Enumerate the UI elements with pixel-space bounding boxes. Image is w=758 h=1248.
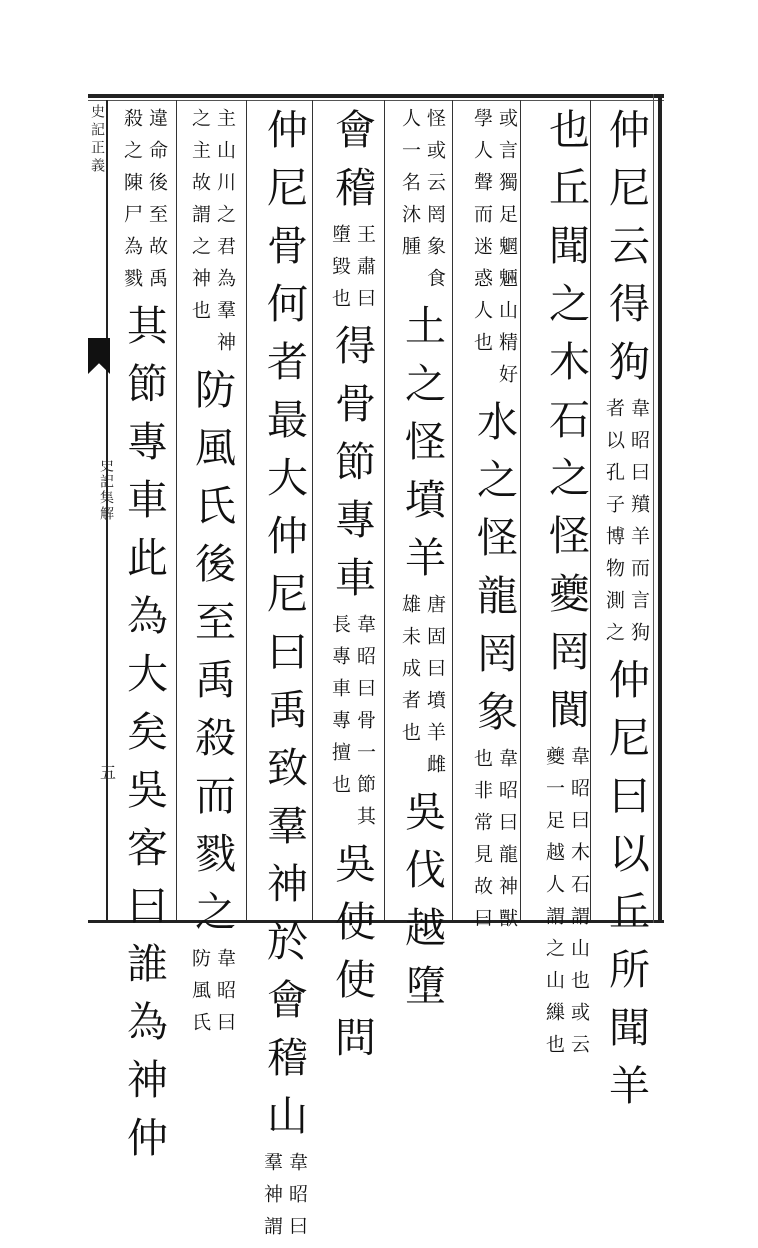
commentary-note [540,746,592,1066]
column-rule [176,100,177,920]
commentary-note [600,398,652,654]
text-column [468,108,520,940]
commentary-line: 或言獨足魍魎山精好 [496,108,518,396]
text-column [540,108,592,1066]
column-rule [452,100,453,920]
frame-right-inner-border [653,94,654,923]
commentary-note [186,108,238,364]
commentary-line: 違命後至故禹 [146,108,168,300]
main-text: 會稽 [328,108,376,224]
commentary-line: 人一名沐腫 [399,108,421,268]
commentary-note [186,948,238,1044]
text-column [258,108,310,1248]
commentary-line: 防風氏 [189,948,211,1044]
main-text: 也丘聞之木石之怪夔罔閬 [542,108,590,746]
folio-number: 五 [100,763,117,782]
commentary-line: 之主故謂之神也 [189,108,211,332]
main-text: 水之怪龍罔象 [470,400,518,748]
commentary-line: 也非常見故曰 [471,748,493,940]
main-text: 仲尼曰以丘所聞羊 [602,658,650,1122]
commentary-line: 夔一足越人謂之山繅也 [543,746,565,1066]
commentary-note [326,224,378,320]
commentary-line: 唐固曰墳羊雌 [424,594,446,786]
commentary-line: 殺之陳尸為戮 [121,108,143,300]
main-text: 其節專車此為大矣吳客曰誰為神仲 [120,304,168,1174]
commentary-note [118,108,170,300]
commentary-note [326,614,378,838]
spine-title: 史記正義 [89,104,105,176]
commentary-line: 韋昭曰木石謂山也或云 [568,746,590,1066]
frame-right-border [658,94,662,923]
book-title: 史記集解 [98,458,114,522]
commentary-line: 韋昭曰龍神獸 [496,748,518,940]
text-column [600,108,652,1122]
main-text: 土之怪墳羊 [398,304,446,594]
commentary-note [468,748,520,940]
main-text: 仲尼骨何者最大仲尼曰禹致羣神於會稽山 [260,108,308,1152]
commentary-line: 者以孔子博物測之 [603,398,625,654]
column-rule [246,100,247,920]
main-text: 仲尼云得狗 [602,108,650,398]
commentary-line: 韋昭曰骨一節其 [354,614,376,838]
text-column [186,108,238,1044]
column-rule [520,100,521,920]
main-text: 防風氏後至禹殺而戮之 [188,368,236,948]
commentary-line: 雄未成者也 [399,594,421,754]
commentary-line: 韋昭曰 [286,1152,308,1248]
column-rule [384,100,385,920]
frame-top-inner-border [88,100,664,101]
commentary-line: 王肅曰 [354,224,376,320]
text-column [118,108,170,1174]
frame-top-border [88,94,664,98]
commentary-note [396,108,448,300]
commentary-line: 長專車專擅也 [329,614,351,806]
commentary-line: 怪或云罔象食 [424,108,446,300]
commentary-line: 韋昭曰 [214,948,236,1044]
commentary-line: 韋昭曰羵羊而言狗 [628,398,650,654]
commentary-line: 墮毀也 [329,224,351,320]
commentary-note [258,1152,310,1248]
main-text: 得骨節專車 [328,324,376,614]
commentary-note [396,594,448,786]
text-column [396,108,448,1022]
commentary-line: 羣神謂 [261,1152,283,1248]
main-text: 吳伐越墮 [398,790,446,1022]
commentary-line: 學人聲而迷惑人也 [471,108,493,364]
main-text: 吳使使問 [328,842,376,1074]
commentary-note [468,108,520,396]
text-column [326,108,378,1074]
commentary-line: 主山川之君為羣神 [214,108,236,364]
column-rule [312,100,313,920]
